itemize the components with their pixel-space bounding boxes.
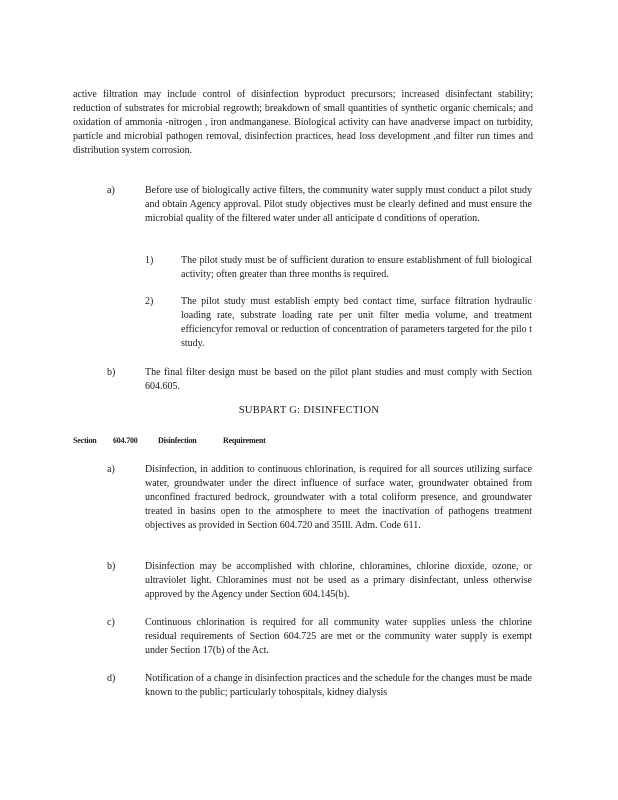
- sublist-item-text: The pilot study must be of sufficient duration to ensure establishment of full biological activity; often greater than three months is required.: [181, 255, 532, 280]
- section-number: 604.700: [113, 436, 138, 445]
- subpart-heading: SUBPART G: DISINFECTION: [238, 405, 380, 416]
- intro-paragraph: active filtration may include control of disinfection byproduct precursors; increased disinfectant stability; reduction of substrates for microbial regrowth; breakdown of small quantities of synthetic organic chemicals; and oxidation of ammonia -nitrogen , iron andmanganese. Biological activity can have anadverse impact on turbidity, particle and microbial pathogen removal, disinfection practices, head loss development ,and filter run times and distribution system corrosion.: [73, 89, 533, 156]
- sublist-item-text: The pilot study must establish empty bed contact time, surface filtration hydraulic loading rate, substrate loading rate per unit filter media volume, and treatment efficiencyfor removal or reduction of concentration of parameters targeted for the pilo t study.: [181, 296, 532, 349]
- list-item-text: The final filter design must be based on the pilot plant studies and must comply with Section 604.605.: [145, 367, 532, 392]
- list-item-text: Notification of a change in disinfection practices and the schedule for the changes must be made known to the public; particularly tohospitals, kidney dialysis: [145, 673, 532, 698]
- list-marker: d): [107, 673, 116, 684]
- list-marker: a): [107, 464, 115, 475]
- list-item-text: Disinfection may be accomplished with chlorine, chloramines, chlorine dioxide, ozone, or ultraviolet light. Chloramines must not be used as a primary disinfectant, unless otherwise approved by the Agency under Section 604.145(b).: [145, 561, 532, 600]
- list-item-text: Before use of biologically active filters, the community water supply must conduct a pilot study and obtain Agency approval. Pilot study objectives must be clearly defined and must ensure the microbial quality of the filtered water under all anticipate d conditions of operation.: [145, 185, 532, 224]
- section-title: Disinfection: [158, 436, 197, 445]
- list-marker: b): [107, 367, 116, 378]
- section-label: Section: [73, 436, 97, 445]
- sublist-marker: 2): [145, 296, 154, 307]
- sublist-marker: 1): [145, 255, 154, 266]
- section-subtitle: Requirement: [223, 436, 266, 445]
- list-item-text: Disinfection, in addition to continuous chlorination, is required for all sources utilizing surface water, groundwater under the direct influence of surface water, groundwater obtained from unconfined fractured bedrock, groundwater with a total coliform presence, and groundwater treated in basins open to the atmosphere to meet the inactivation of pathogens treatment objectives as provided in Section 604.720 and 35Ill. Adm. Code 611.: [145, 464, 532, 531]
- list-marker: b): [107, 561, 116, 572]
- list-marker: a): [107, 185, 115, 196]
- list-marker: c): [107, 617, 115, 628]
- list-item-text: Continuous chlorination is required for all community water supplies unless the chlorine residual requirements of Section 604.725 are met or the community water supply is exempt under Section 17(b) of the Act.: [145, 617, 532, 656]
